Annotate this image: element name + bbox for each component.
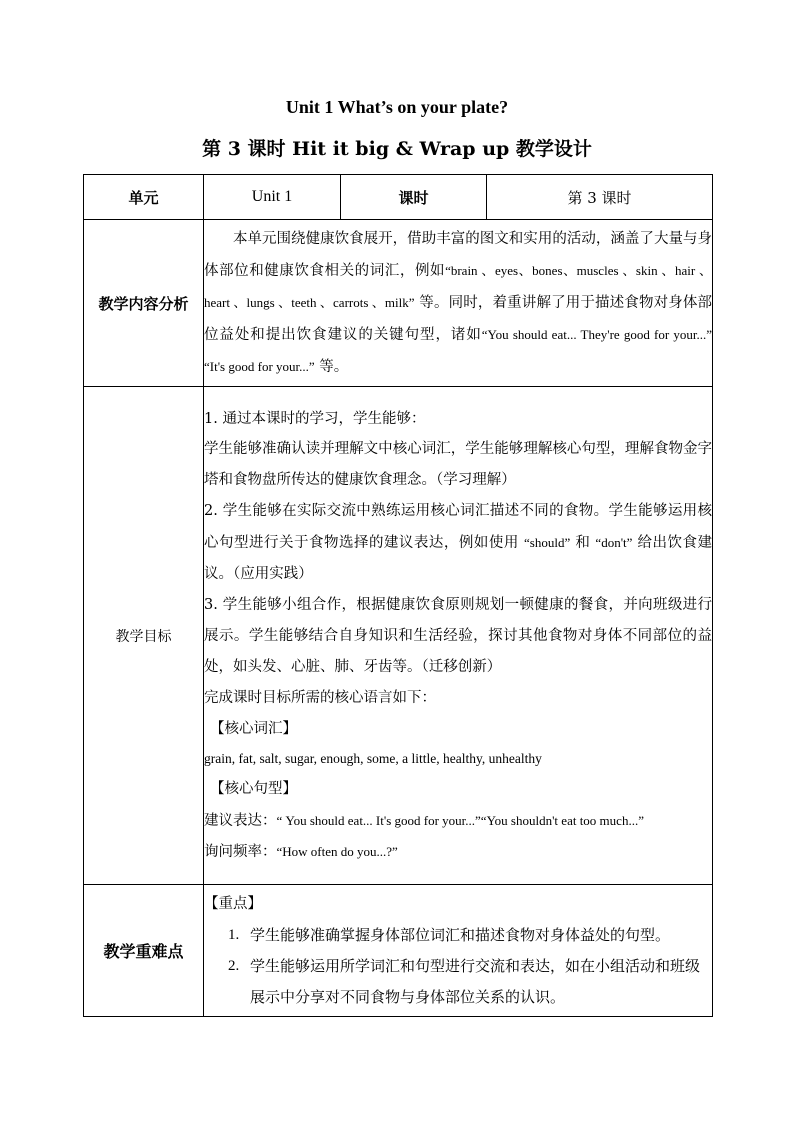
objective-2-b: 和 <box>570 535 596 552</box>
key-point-item <box>204 920 712 951</box>
key-point-text: 学生能够运用所学词汇和句型进行交流和表达，如在小组活动和班级展示中分享对不同食物与身体部位关系的认识。 <box>250 956 701 1006</box>
lesson-value: 第 3 课时 <box>487 175 713 220</box>
content-analysis-text <box>204 224 712 383</box>
analysis-middle: 等。同时，着重讲解了用于描述食物对身体部位益处和提出饮食建议的关键句型，诸如 <box>204 294 713 343</box>
objective-1-body: 学生能够准确认读并理解文中核心词汇，学生能够理解核心句型，理解食物金字塔和食物盘所传达的健康饮食理念。（学习理解） <box>204 441 712 489</box>
key-point-text: 学生能够准确掌握身体部位词汇和描述食物对身体益处的句型。 <box>250 925 671 944</box>
objective-2-should: “should” <box>524 535 571 551</box>
unit-label: 单元 <box>84 175 204 220</box>
key-point-item <box>204 951 712 1013</box>
core-vocab-list: grain, fat, salt, sugar, enough, some, a little, healthy, unhealthy <box>204 751 542 767</box>
unit-value: Unit 1 <box>204 175 341 220</box>
frequency-label: 询问频率： <box>204 843 277 860</box>
content-analysis-label: 教学内容分析 <box>84 220 204 387</box>
objective-2-c: 给出饮食建议。（应用实践） <box>204 535 713 583</box>
content-analysis-cell <box>204 220 713 387</box>
key-points-label: 教学重难点 <box>84 885 204 1017</box>
analysis-end: 等。 <box>314 358 349 375</box>
key-points-cell <box>204 885 713 1017</box>
objective-1-head: 1. 通过本课时的学习，学生能够： <box>204 410 426 427</box>
objectives-cell <box>204 387 713 885</box>
page-title: Unit 1 What’s on your plate? <box>285 97 509 117</box>
core-vocab-heading: 【核心词汇】 <box>210 720 297 737</box>
key-points-list <box>204 920 712 1013</box>
objective-2 <box>204 496 712 590</box>
objective-2-dont: “don't” <box>595 535 633 551</box>
key-point-number: 2. <box>228 957 240 974</box>
core-language-intro: 完成课时目标所需的核心语言如下： <box>204 690 436 707</box>
analysis-intro: 本单元围绕健康饮食展开，借助丰富的图文和实用的活动，涵盖了大量与身体部位和健康饮食相关的词汇，例如 <box>204 230 712 279</box>
objective-3: 3. 学生能够小组合作，根据健康饮食原则规划一顿健康的餐食，并向班级进行展示。学生能够结合自身知识和生活经验，探讨其他食物对身体不同部位的益处，如头发、心脏、肺、牙齿等。（迁移创新） <box>204 597 712 676</box>
analysis-sentences: “You should eat... They're good for your...” “It's good for your...” <box>204 326 713 374</box>
lesson-plan-table <box>83 174 713 1017</box>
key-point-number: 1. <box>228 926 240 943</box>
objectives-label: 教学目标 <box>84 387 204 885</box>
core-pattern-heading: 【核心句型】 <box>210 781 297 798</box>
analysis-words: “brain 、eyes、bones、muscles 、skin 、hair 、heart 、lungs 、teeth 、carrots 、milk” <box>204 262 712 310</box>
suggestion-label: 建议表达： <box>204 812 277 829</box>
key-points-row <box>84 885 713 1017</box>
header-row <box>84 175 713 220</box>
frequency-text: “How often do you...?” <box>276 843 398 859</box>
objectives-row <box>84 387 713 885</box>
page-subtitle: 第 3 课时 Hit it big & Wrap up 教学设计 <box>202 138 592 160</box>
lesson-label: 课时 <box>341 175 487 220</box>
key-points-heading: 【重点】 <box>204 896 262 912</box>
suggestion-text: “ You should eat... It's good for your...”“You shouldn't eat too much...” <box>276 812 644 828</box>
objective-2-a: 2. 学生能够在实际交流中熟练运用核心词汇描述不同的食物。学生能够运用核心句型进行关于食物选择的建议表达，例如使用 <box>204 503 712 552</box>
content-analysis-row <box>84 220 713 387</box>
frequency-pattern <box>204 837 712 868</box>
suggestion-pattern <box>204 805 712 837</box>
